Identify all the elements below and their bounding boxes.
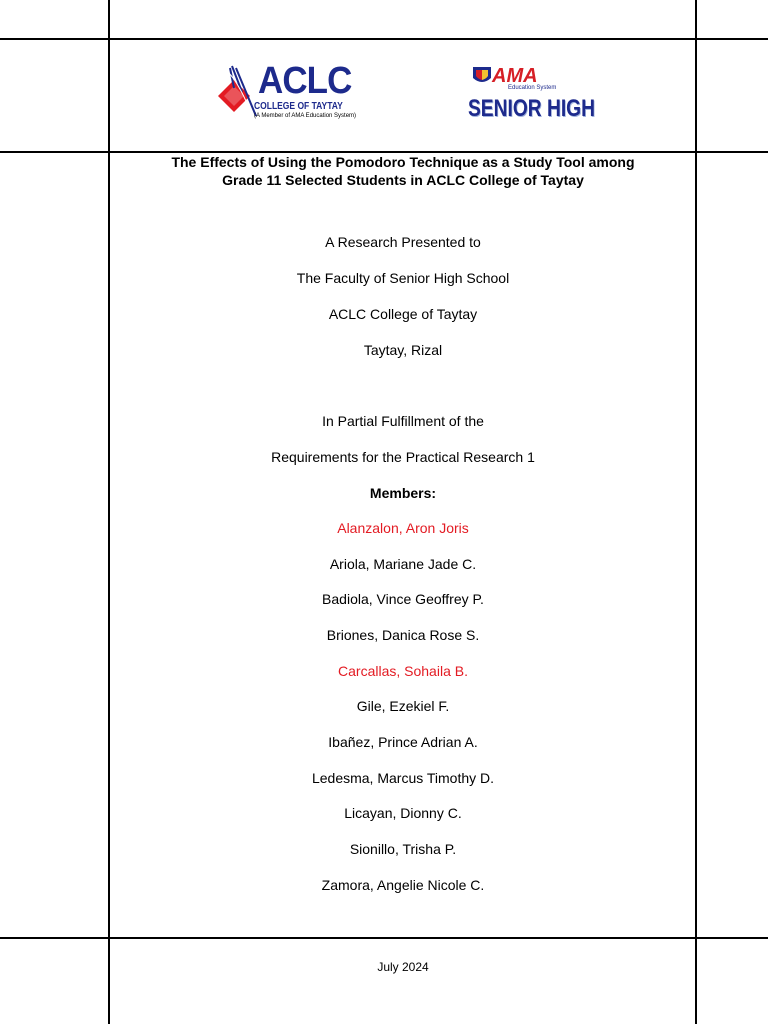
fulfillment-line-1: In Partial Fulfillment of the: [322, 413, 484, 429]
members-heading: Members:: [369, 485, 437, 501]
title-line-2: Grade 11 Selected Students in ACLC College of Taytay: [222, 172, 584, 188]
presented-line-1: A Research Presented to: [325, 234, 481, 250]
member-name: Licayan, Dionny C.: [344, 805, 462, 821]
aclc-subtitle: COLLEGE OF TAYTAY: [254, 101, 343, 112]
submission-date: July 2024: [377, 960, 429, 974]
title-line-1: The Effects of Using the Pomodoro Technique as a Study Tool among: [171, 154, 635, 170]
presented-line-3: ACLC College of Taytay: [328, 306, 478, 322]
member-name: Gile, Ezekiel F.: [356, 698, 450, 714]
ama-shield-icon: [472, 66, 492, 86]
presented-line-2: The Faculty of Senior High School: [296, 270, 510, 286]
aclc-wordmark: ACLC: [258, 60, 352, 102]
member-name: Ariola, Mariane Jade C.: [329, 556, 477, 572]
member-name: Zamora, Angelie Nicole C.: [321, 877, 485, 893]
member-name: Briones, Danica Rose S.: [326, 627, 480, 643]
ama-senior-high-logo: [468, 65, 595, 130]
member-name: Ledesma, Marcus Timothy D.: [311, 770, 495, 786]
member-name: Alanzalon, Aron Joris: [337, 520, 469, 536]
research-title: [110, 153, 696, 189]
ama-education-system-label: Education System: [508, 85, 557, 91]
ama-wordmark: AMA: [492, 65, 538, 87]
top-margin-line: [0, 38, 768, 40]
member-name: Carcallas, Sohaila B.: [338, 663, 468, 679]
aclc-logo: [216, 60, 357, 128]
bottom-margin-line: [0, 937, 768, 939]
member-name: Sionillo, Trisha P.: [349, 841, 457, 857]
member-name: Badiola, Vince Geoffrey P.: [322, 591, 484, 607]
fulfillment-line-2: Requirements for the Practical Research 1: [271, 449, 535, 465]
member-name: Ibañez, Prince Adrian A.: [328, 734, 478, 750]
presented-line-4: Taytay, Rizal: [363, 342, 443, 358]
senior-high-label: SENIOR HIGH: [468, 95, 595, 122]
aclc-tagline: (A Member of AMA Education System): [254, 113, 357, 119]
